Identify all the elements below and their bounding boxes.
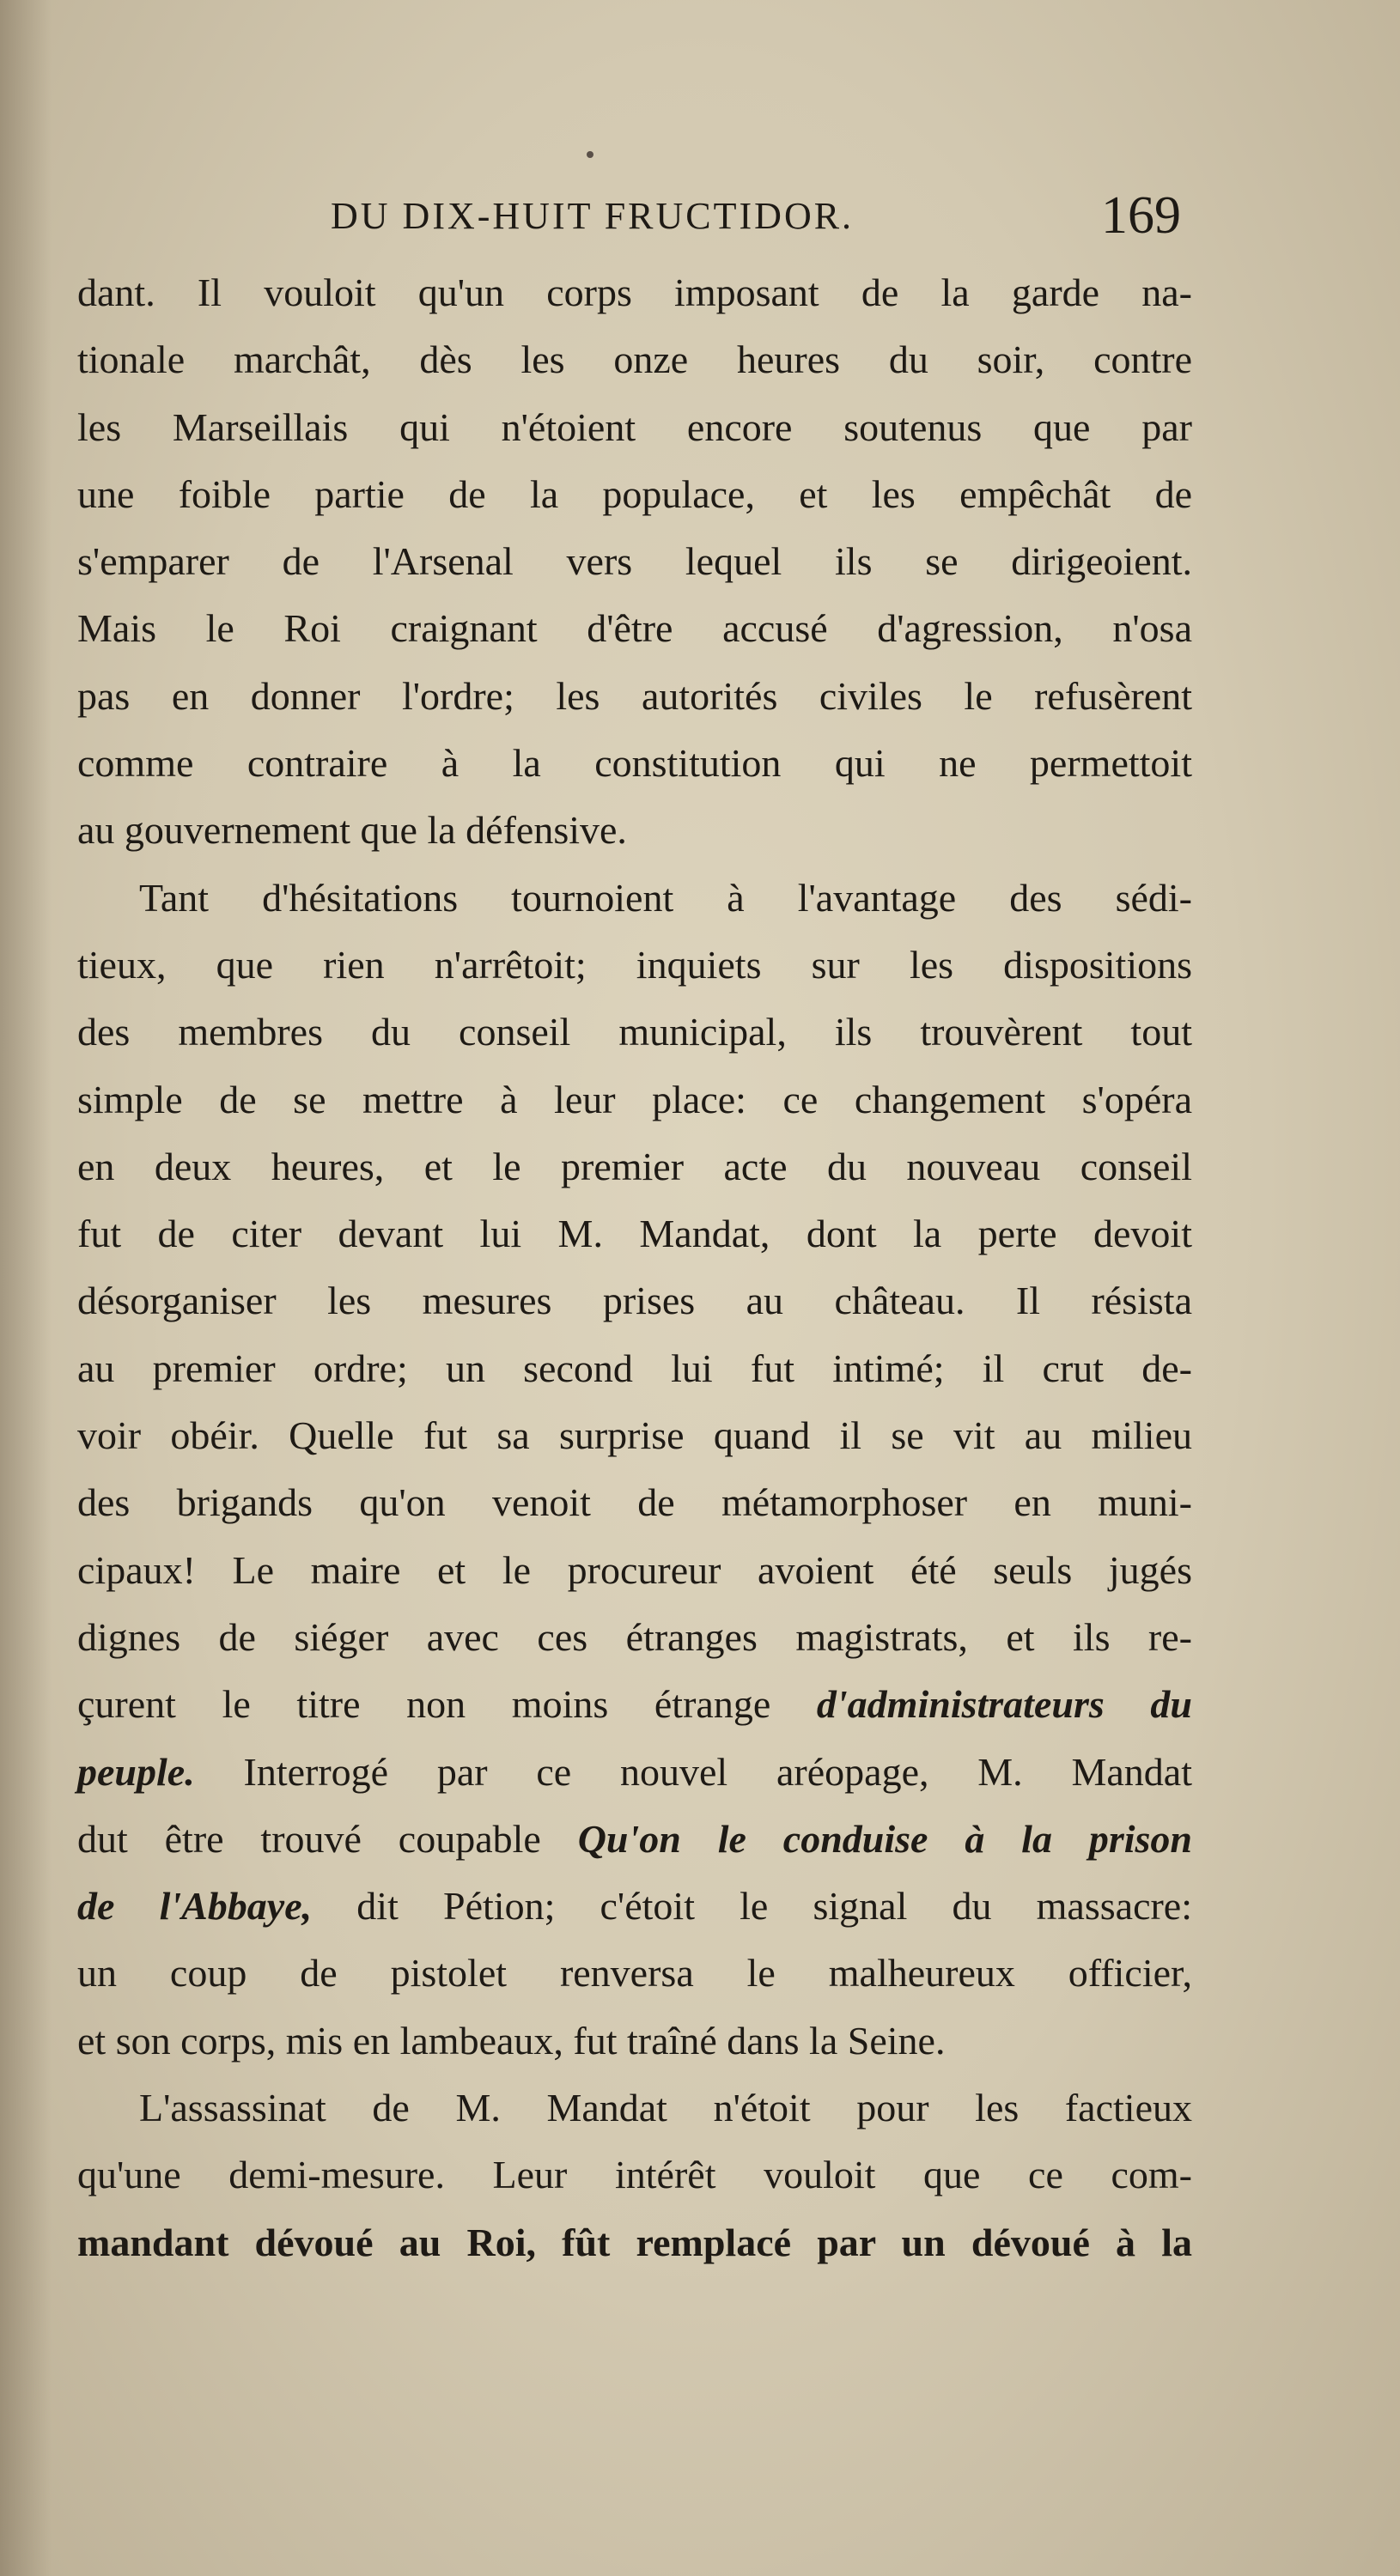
text-segment: au premier ordre; un second lui fut intimé; il crut de- — [77, 1346, 1192, 1390]
text-line — [77, 1066, 1192, 1133]
text-line — [77, 1940, 1192, 2007]
body-text — [77, 259, 1192, 2276]
text-line — [77, 2142, 1192, 2208]
ink-speck — [587, 151, 593, 158]
text-segment: Interrogé par ce nouvel aréopage, M. Mandat — [194, 1749, 1192, 1794]
text-line — [77, 1537, 1192, 1604]
italic-text: d'administrateurs du — [816, 1682, 1192, 1727]
text-line — [77, 797, 1192, 864]
text-line — [77, 461, 1192, 528]
text-segment: comme contraire à la constitution qui ne permettoit — [77, 741, 1192, 786]
text-line — [77, 1200, 1192, 1267]
italic-text: de l'Abbaye, — [77, 1884, 313, 1929]
text-segment: voir obéir. Quelle fut sa surprise quand il se vit au milieu — [77, 1413, 1192, 1458]
text-segment: simple de se mettre à leur place: ce changement s'opéra — [77, 1077, 1192, 1121]
text-segment: Mais le Roi craignant d'être accusé d'agression, n'osa — [77, 606, 1192, 651]
running-title: DU DIX-HUIT FRUCTIDOR. — [331, 195, 855, 237]
text-line — [77, 999, 1192, 1066]
text-segment: et son corps, mis en lambeaux, fut traîné dans la Seine. — [77, 2018, 946, 2063]
text-segment: les Marseillais qui n'étoient encore soutenus que par — [77, 404, 1192, 449]
text-line — [77, 1335, 1192, 1402]
text-segment: cipaux! Le maire et le procureur avoient été seuls jugés — [77, 1547, 1192, 1592]
text-segment: tieux, que rien n'arrêtoit; inquiets sur les dispositions — [77, 942, 1192, 987]
text-line — [77, 865, 1192, 932]
text-segment: en deux heures, et le premier acte du nouveau conseil — [77, 1144, 1192, 1188]
text-segment: fut de citer devant lui M. Mandat, dont la perte devoit — [77, 1212, 1192, 1256]
text-line — [77, 730, 1192, 797]
text-line — [77, 528, 1192, 595]
text-line — [77, 2008, 1192, 2075]
text-segment: mandant dévoué au Roi, fût remplacé par un dévoué à la — [77, 2220, 1192, 2264]
running-head — [331, 186, 1181, 251]
text-line — [77, 1739, 1192, 1806]
text-segment: çurent le titre non moins étrange — [77, 1682, 817, 1727]
text-segment: dut être trouvé coupable — [77, 1816, 578, 1861]
text-line — [77, 2209, 1192, 2276]
text-line — [77, 2075, 1192, 2142]
text-line — [77, 1133, 1192, 1200]
text-line — [77, 595, 1192, 662]
text-line — [77, 259, 1192, 326]
italic-text: peuple. — [77, 1749, 195, 1794]
text-segment: dant. Il vouloit qu'un corps imposant de la garde na- — [77, 270, 1192, 314]
text-segment: Tant d'hésitations tournoient à l'avantage des sédi- — [139, 875, 1192, 920]
text-segment: tionale marchât, dès les onze heures du soir, contre — [77, 337, 1192, 382]
text-segment: qu'une demi-mesure. Leur intérêt vouloit que ce com- — [77, 2153, 1192, 2197]
text-line — [77, 394, 1192, 461]
text-segment: une foible partie de la populace, et les empêchât de — [77, 471, 1192, 516]
text-line — [77, 663, 1192, 730]
page-gutter-shadow — [0, 0, 52, 2576]
text-segment: des brigands qu'on venoit de métamorphoser en muni- — [77, 1480, 1192, 1525]
text-segment: au gouvernement que la défensive. — [77, 808, 627, 853]
text-segment: des membres du conseil municipal, ils trouvèrent tout — [77, 1010, 1192, 1054]
text-segment: s'emparer de l'Arsenal vers lequel ils se dirigeoient. — [77, 539, 1192, 584]
text-line — [77, 1604, 1192, 1671]
text-line — [77, 1469, 1192, 1536]
text-line — [77, 932, 1192, 999]
text-segment: désorganiser les mesures prises au château. Il résista — [77, 1279, 1192, 1323]
text-segment: pas en donner l'ordre; les autorités civiles le refusèrent — [77, 673, 1192, 718]
text-line — [77, 1873, 1192, 1940]
text-segment: un coup de pistolet renversa le malheureux officier, — [77, 1951, 1192, 1996]
text-line — [77, 1402, 1192, 1469]
text-line — [77, 326, 1192, 393]
text-segment: dit Pétion; c'étoit le signal du massacre: — [312, 1884, 1192, 1929]
text-segment: dignes de siéger avec ces étranges magistrats, et ils re- — [77, 1614, 1192, 1659]
text-line — [77, 1267, 1192, 1334]
page-number: 169 — [1101, 186, 1181, 245]
text-line — [77, 1806, 1192, 1873]
text-segment: L'assassinat de M. Mandat n'étoit pour les factieux — [139, 2086, 1192, 2130]
text-line — [77, 1671, 1192, 1738]
italic-text: Qu'on le conduise à la prison — [577, 1816, 1192, 1861]
